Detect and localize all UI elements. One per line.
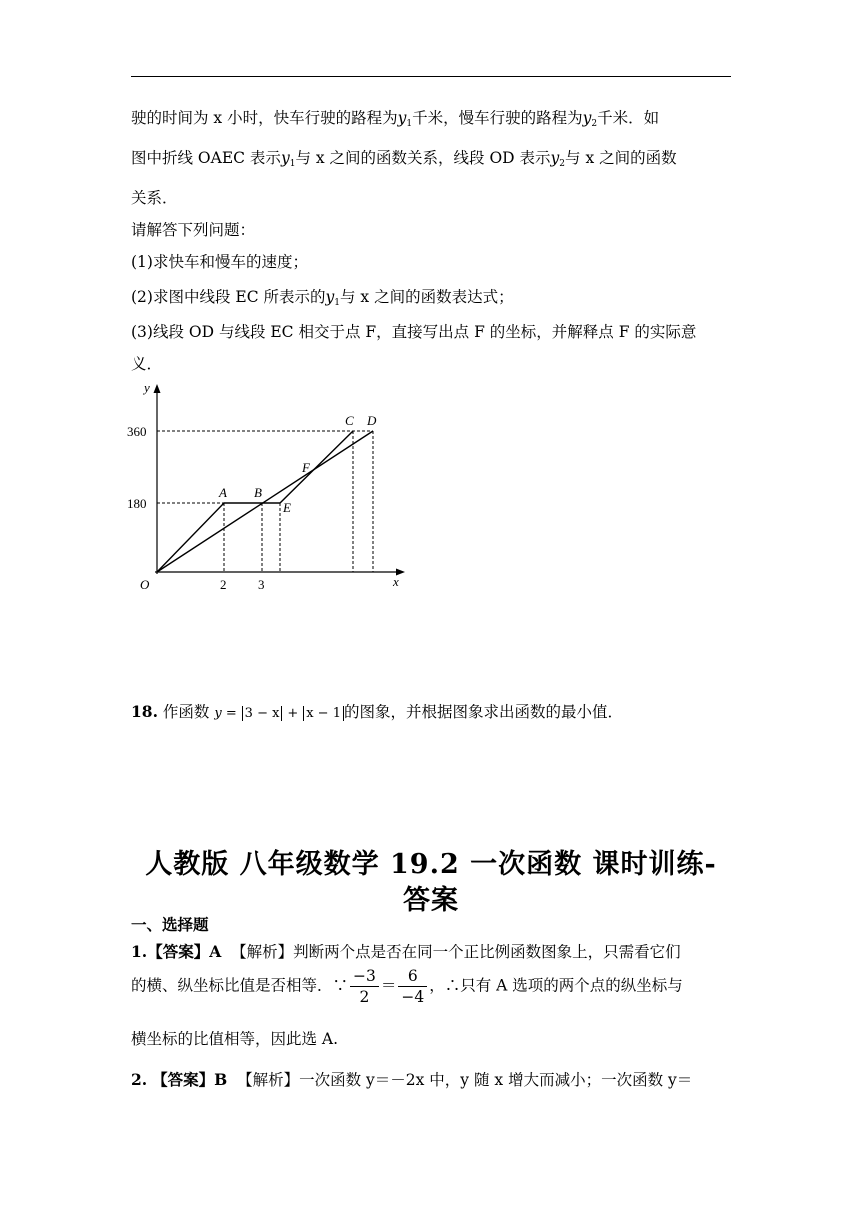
answer-title-line-2: 答案 bbox=[403, 885, 459, 916]
function-graph bbox=[125, 372, 425, 597]
tick-label-3: 3 bbox=[258, 577, 265, 592]
question-3-line-2: 义． bbox=[131, 355, 163, 373]
point-label-D: D bbox=[367, 413, 377, 428]
answer-2-line-1: 2. 【答案】B 【解析】一次函数 y＝－2x 中，y 随 x 增大而减小；一次函数 y＝ bbox=[131, 1070, 693, 1089]
y-axis-arrow bbox=[154, 384, 161, 393]
problem-line-3: 关系． bbox=[131, 189, 178, 207]
header-rule bbox=[131, 76, 731, 77]
answer-1-line-1: 1.【答案】A 【解析】判断两个点是否在同一个正比例函数图象上，只需看它们 bbox=[131, 942, 681, 961]
answer-title-line-1: 人教版 八年级数学 19.2 一次函数 课时训练- bbox=[145, 849, 717, 880]
question-18: 18. 作函数 y = 3 − x + x − 1 的图象，并根据图象求出函数的最小值． bbox=[131, 702, 623, 721]
y-axis-label: y bbox=[144, 380, 150, 395]
origin-label: O bbox=[140, 577, 150, 592]
section-heading: 一、选择题 bbox=[131, 915, 209, 934]
fraction-2: $\frac{6}{-4}$ bbox=[398, 966, 427, 1007]
answer-1-line-2: 的横、纵坐标比值是否相等．∵ $\frac{-3}{2}$ ＝ $\frac{6}{-4}$ ，∴只有 A 选项的两个点的纵坐标与 bbox=[131, 967, 683, 1006]
problem-line-1: 驶的时间为 x 小时，快车行驶的路程为$y_1$千米，慢车行驶的路程为$y_2$千米．如 bbox=[131, 109, 660, 129]
tick-label-180: 180 bbox=[127, 496, 147, 511]
point-label-A: A bbox=[219, 485, 227, 500]
problem-line-2: 图中折线 OAEC 表示$y_1$与 x 之间的函数关系，线段 OD 表示$y_2$与 x 之间的函数 bbox=[131, 149, 677, 169]
polyline-OAEC bbox=[157, 431, 353, 572]
answer-1-line-3: 横坐标的比值相等，因此选 A. bbox=[131, 1030, 339, 1048]
point-label-C: C bbox=[345, 413, 354, 428]
tick-label-360: 360 bbox=[127, 424, 147, 439]
question-2: (2)求图中线段 EC 所表示的$y_1$与 x 之间的函数表达式； bbox=[131, 288, 514, 308]
question-3-line-1: (3)线段 OD 与线段 EC 相交于点 F，直接写出点 F 的坐标，并解释点 F 的实际意 bbox=[131, 323, 697, 341]
tick-label-2: 2 bbox=[220, 577, 227, 592]
point-label-E: E bbox=[283, 500, 291, 515]
segment-OD bbox=[157, 431, 373, 572]
point-label-F: F bbox=[302, 460, 310, 475]
point-label-B: B bbox=[254, 485, 262, 500]
question-1: (1)求快车和慢车的速度； bbox=[131, 253, 308, 271]
fraction-1: $\frac{-3}{2}$ bbox=[350, 966, 379, 1007]
x-axis-label: x bbox=[393, 574, 399, 589]
problem-line-4: 请解答下列问题： bbox=[131, 221, 256, 239]
